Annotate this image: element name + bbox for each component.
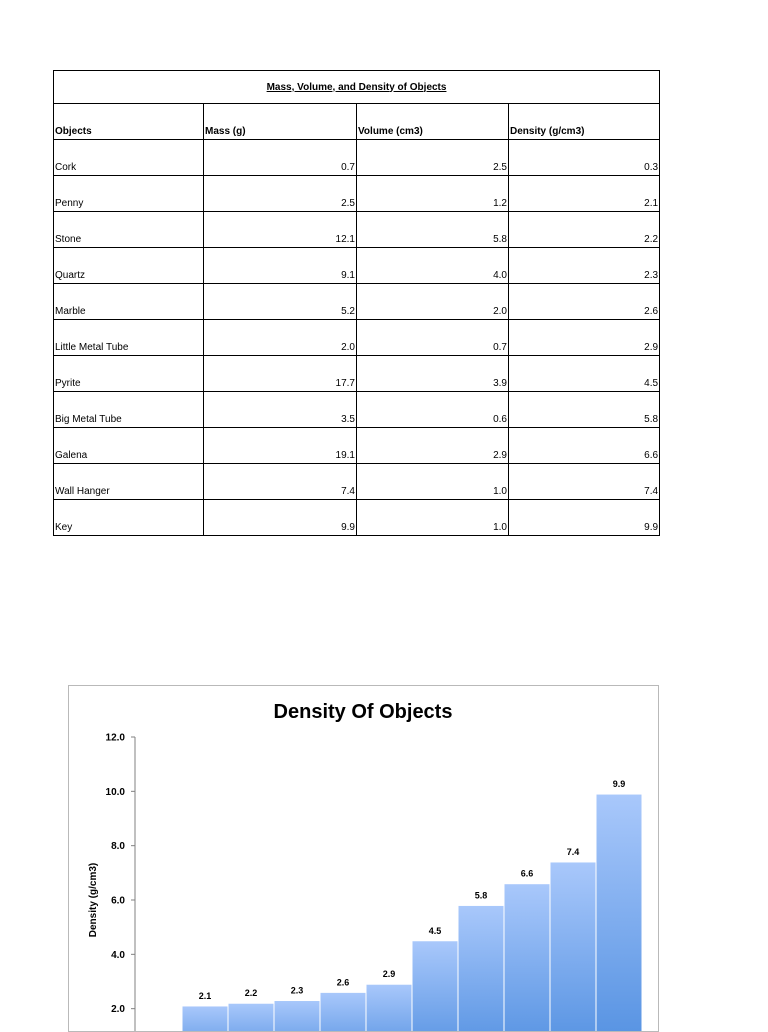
cell-object: Cork — [54, 140, 204, 176]
cell-mass: 3.5 — [204, 392, 357, 428]
bar-value-label: 2.6 — [336, 977, 350, 988]
bar — [596, 794, 642, 1031]
bar-value-label: 2.1 — [198, 990, 212, 1001]
table-title: Mass, Volume, and Density of Objects — [54, 71, 660, 104]
cell-mass: 9.1 — [204, 248, 357, 284]
cell-density: 2.2 — [509, 212, 660, 248]
cell-density: 2.9 — [509, 320, 660, 356]
bar-value-label: 2.2 — [244, 988, 258, 999]
table-row — [54, 428, 660, 464]
header-mass: Mass (g) — [204, 104, 357, 140]
y-axis — [106, 733, 135, 1032]
cell-volume: 1.0 — [357, 464, 509, 500]
bar-value-label: 2.3 — [290, 985, 304, 996]
header-density: Density (g/cm3) — [509, 104, 660, 140]
y-axis-title: Density (g/cm3) — [88, 862, 99, 938]
table-row — [54, 248, 660, 284]
table-row — [54, 320, 660, 356]
cell-mass: 12.1 — [204, 212, 357, 248]
table-row — [54, 284, 660, 320]
cell-object: Quartz — [54, 248, 204, 284]
table-row — [54, 356, 660, 392]
y-tick-label: 2.0 — [111, 1004, 125, 1016]
cell-density: 4.5 — [509, 356, 660, 392]
bar-value-label: 4.5 — [428, 925, 442, 936]
cell-volume: 2.9 — [357, 428, 509, 464]
bar — [182, 1006, 228, 1031]
cell-density: 2.1 — [509, 176, 660, 212]
cell-volume: 2.0 — [357, 284, 509, 320]
cell-mass: 17.7 — [204, 356, 357, 392]
cell-volume: 0.7 — [357, 320, 509, 356]
bar — [458, 905, 504, 1031]
cell-object: Pyrite — [54, 356, 204, 392]
cell-object: Big Metal Tube — [54, 392, 204, 428]
cell-volume: 3.9 — [357, 356, 509, 392]
cell-mass: 7.4 — [204, 464, 357, 500]
table-row — [54, 212, 660, 248]
density-chart-svg — [69, 686, 658, 1031]
table-header-row — [54, 104, 660, 140]
cell-volume: 1.0 — [357, 500, 509, 536]
cell-mass: 2.0 — [204, 320, 357, 356]
cell-volume: 2.5 — [357, 140, 509, 176]
y-tick-label: 12.0 — [105, 732, 125, 744]
cell-object: Wall Hanger — [54, 464, 204, 500]
header-objects: Objects — [54, 104, 204, 140]
cell-object: Key — [54, 500, 204, 536]
bar-value-label: 9.9 — [612, 779, 626, 790]
density-chart — [68, 685, 659, 1032]
cell-density: 2.6 — [509, 284, 660, 320]
header-volume: Volume (cm3) — [357, 104, 509, 140]
bar-value-label: 2.9 — [382, 969, 396, 980]
table-row — [54, 176, 660, 212]
cell-object: Penny — [54, 176, 204, 212]
y-tick-label: 8.0 — [111, 841, 125, 853]
table-row — [54, 392, 660, 428]
cell-density: 0.3 — [509, 140, 660, 176]
cell-density: 7.4 — [509, 464, 660, 500]
density-table — [53, 70, 660, 536]
cell-object: Little Metal Tube — [54, 320, 204, 356]
cell-mass: 0.7 — [204, 140, 357, 176]
bar — [274, 1001, 320, 1031]
bar — [412, 941, 458, 1031]
cell-volume: 4.0 — [357, 248, 509, 284]
y-tick-label: 4.0 — [111, 949, 125, 961]
cell-mass: 5.2 — [204, 284, 357, 320]
cell-density: 5.8 — [509, 392, 660, 428]
cell-object: Stone — [54, 212, 204, 248]
cell-mass: 9.9 — [204, 500, 357, 536]
y-tick-label: 10.0 — [105, 786, 125, 798]
bar-value-label: 7.4 — [566, 846, 580, 857]
y-tick-label: 6.0 — [111, 895, 125, 907]
cell-density: 6.6 — [509, 428, 660, 464]
chart-title: Density Of Objects — [273, 701, 453, 723]
bar — [504, 884, 550, 1031]
cell-mass: 19.1 — [204, 428, 357, 464]
cell-density: 9.9 — [509, 500, 660, 536]
cell-volume: 0.6 — [357, 392, 509, 428]
table-row — [54, 140, 660, 176]
table-row — [54, 500, 660, 536]
bar — [550, 862, 596, 1031]
bar — [228, 1003, 274, 1031]
bar — [320, 992, 366, 1031]
cell-object: Marble — [54, 284, 204, 320]
cell-density: 2.3 — [509, 248, 660, 284]
cell-mass: 2.5 — [204, 176, 357, 212]
cell-volume: 5.8 — [357, 212, 509, 248]
bar-value-label: 5.8 — [474, 890, 488, 901]
cell-volume: 1.2 — [357, 176, 509, 212]
cell-object: Galena — [54, 428, 204, 464]
table-row — [54, 464, 660, 500]
bar-value-label: 6.6 — [520, 868, 534, 879]
table-title-row — [54, 71, 660, 104]
